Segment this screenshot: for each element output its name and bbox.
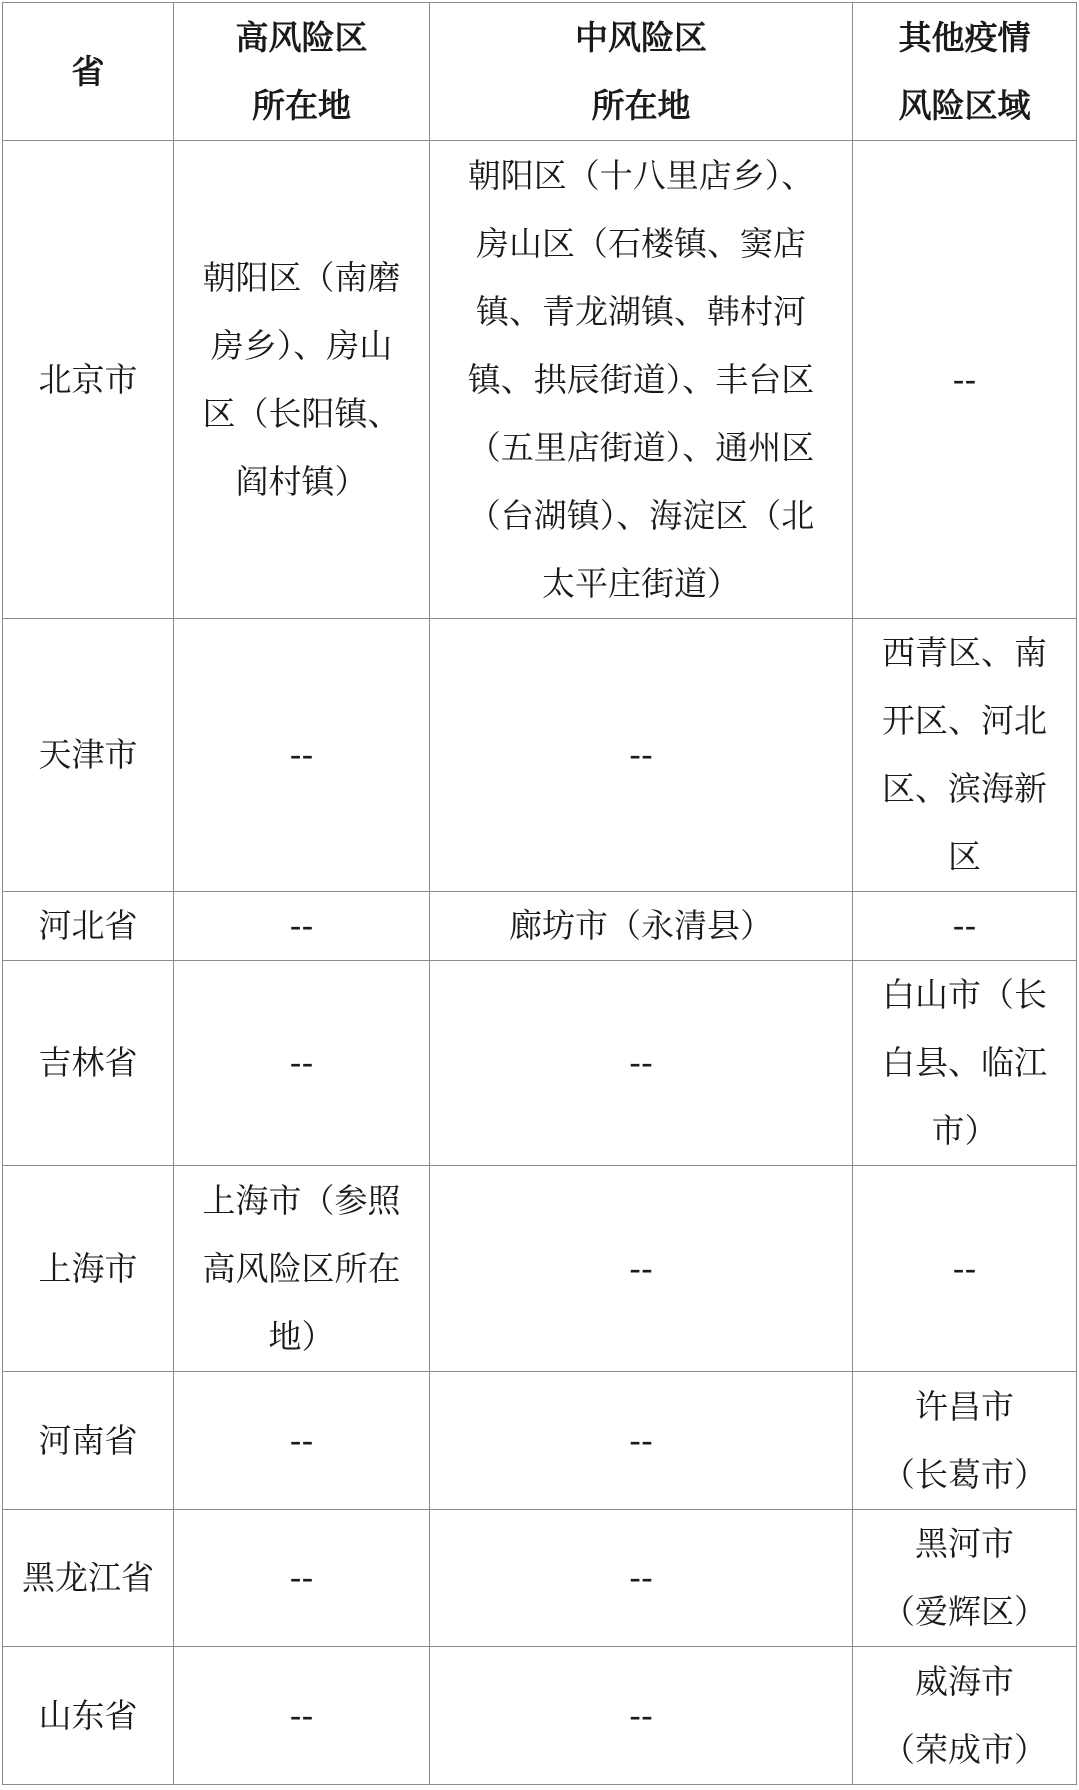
- table-row: [3, 1510, 1077, 1647]
- cell-medium-risk: --: [430, 619, 853, 892]
- cell-high-risk: 上海市（参照 高风险区所在 地）: [174, 1166, 430, 1372]
- cell-other-risk: 白山市（长 白县、临江 市）: [853, 961, 1077, 1166]
- header-high-risk: 高风险区 所在地: [174, 3, 430, 141]
- cell-medium-risk: --: [430, 1166, 853, 1372]
- cell-high-risk: --: [174, 1372, 430, 1510]
- cell-high-risk: --: [174, 1647, 430, 1785]
- cell-high-risk: 朝阳区（南磨 房乡）、房山 区（长阳镇、 阎村镇）: [174, 141, 430, 619]
- cell-other-risk: --: [853, 141, 1077, 619]
- cell-province: 黑龙江省: [3, 1510, 174, 1647]
- header-other-risk: 其他疫情 风险区域: [853, 3, 1077, 141]
- cell-province: 天津市: [3, 619, 174, 892]
- table-row: [3, 619, 1077, 892]
- header-medium-risk: 中风险区 所在地: [430, 3, 853, 141]
- cell-province: 山东省: [3, 1647, 174, 1785]
- table-row: [3, 892, 1077, 961]
- cell-other-risk: 黑河市 （爱辉区）: [853, 1510, 1077, 1647]
- risk-area-table: [2, 2, 1077, 1785]
- cell-province: 河南省: [3, 1372, 174, 1510]
- table-row: [3, 961, 1077, 1166]
- cell-high-risk: --: [174, 961, 430, 1166]
- cell-province: 河北省: [3, 892, 174, 961]
- cell-high-risk: --: [174, 1510, 430, 1647]
- cell-province: 北京市: [3, 141, 174, 619]
- table-header-row: [3, 3, 1077, 141]
- cell-province: 吉林省: [3, 961, 174, 1166]
- cell-other-risk: --: [853, 1166, 1077, 1372]
- cell-other-risk: --: [853, 892, 1077, 961]
- cell-other-risk: 许昌市 （长葛市）: [853, 1372, 1077, 1510]
- cell-medium-risk: 廊坊市（永清县）: [430, 892, 853, 961]
- cell-medium-risk: --: [430, 1510, 853, 1647]
- cell-high-risk: --: [174, 619, 430, 892]
- table-row: [3, 141, 1077, 619]
- table-row: [3, 1372, 1077, 1510]
- table-row: [3, 1166, 1077, 1372]
- cell-medium-risk: --: [430, 1372, 853, 1510]
- cell-other-risk: 威海市 （荣成市）: [853, 1647, 1077, 1785]
- cell-province: 上海市: [3, 1166, 174, 1372]
- cell-medium-risk: --: [430, 1647, 853, 1785]
- cell-medium-risk: 朝阳区（十八里店乡）、 房山区（石楼镇、窦店 镇、青龙湖镇、韩村河 镇、拱辰街道）、丰台区 （五里店街道）、通州区 （台湖镇）、海淀区（北 太平庄街道）: [430, 141, 853, 619]
- cell-medium-risk: --: [430, 961, 853, 1166]
- cell-high-risk: --: [174, 892, 430, 961]
- table-row: [3, 1647, 1077, 1785]
- header-province: 省: [3, 3, 174, 141]
- cell-other-risk: 西青区、南 开区、河北 区、滨海新 区: [853, 619, 1077, 892]
